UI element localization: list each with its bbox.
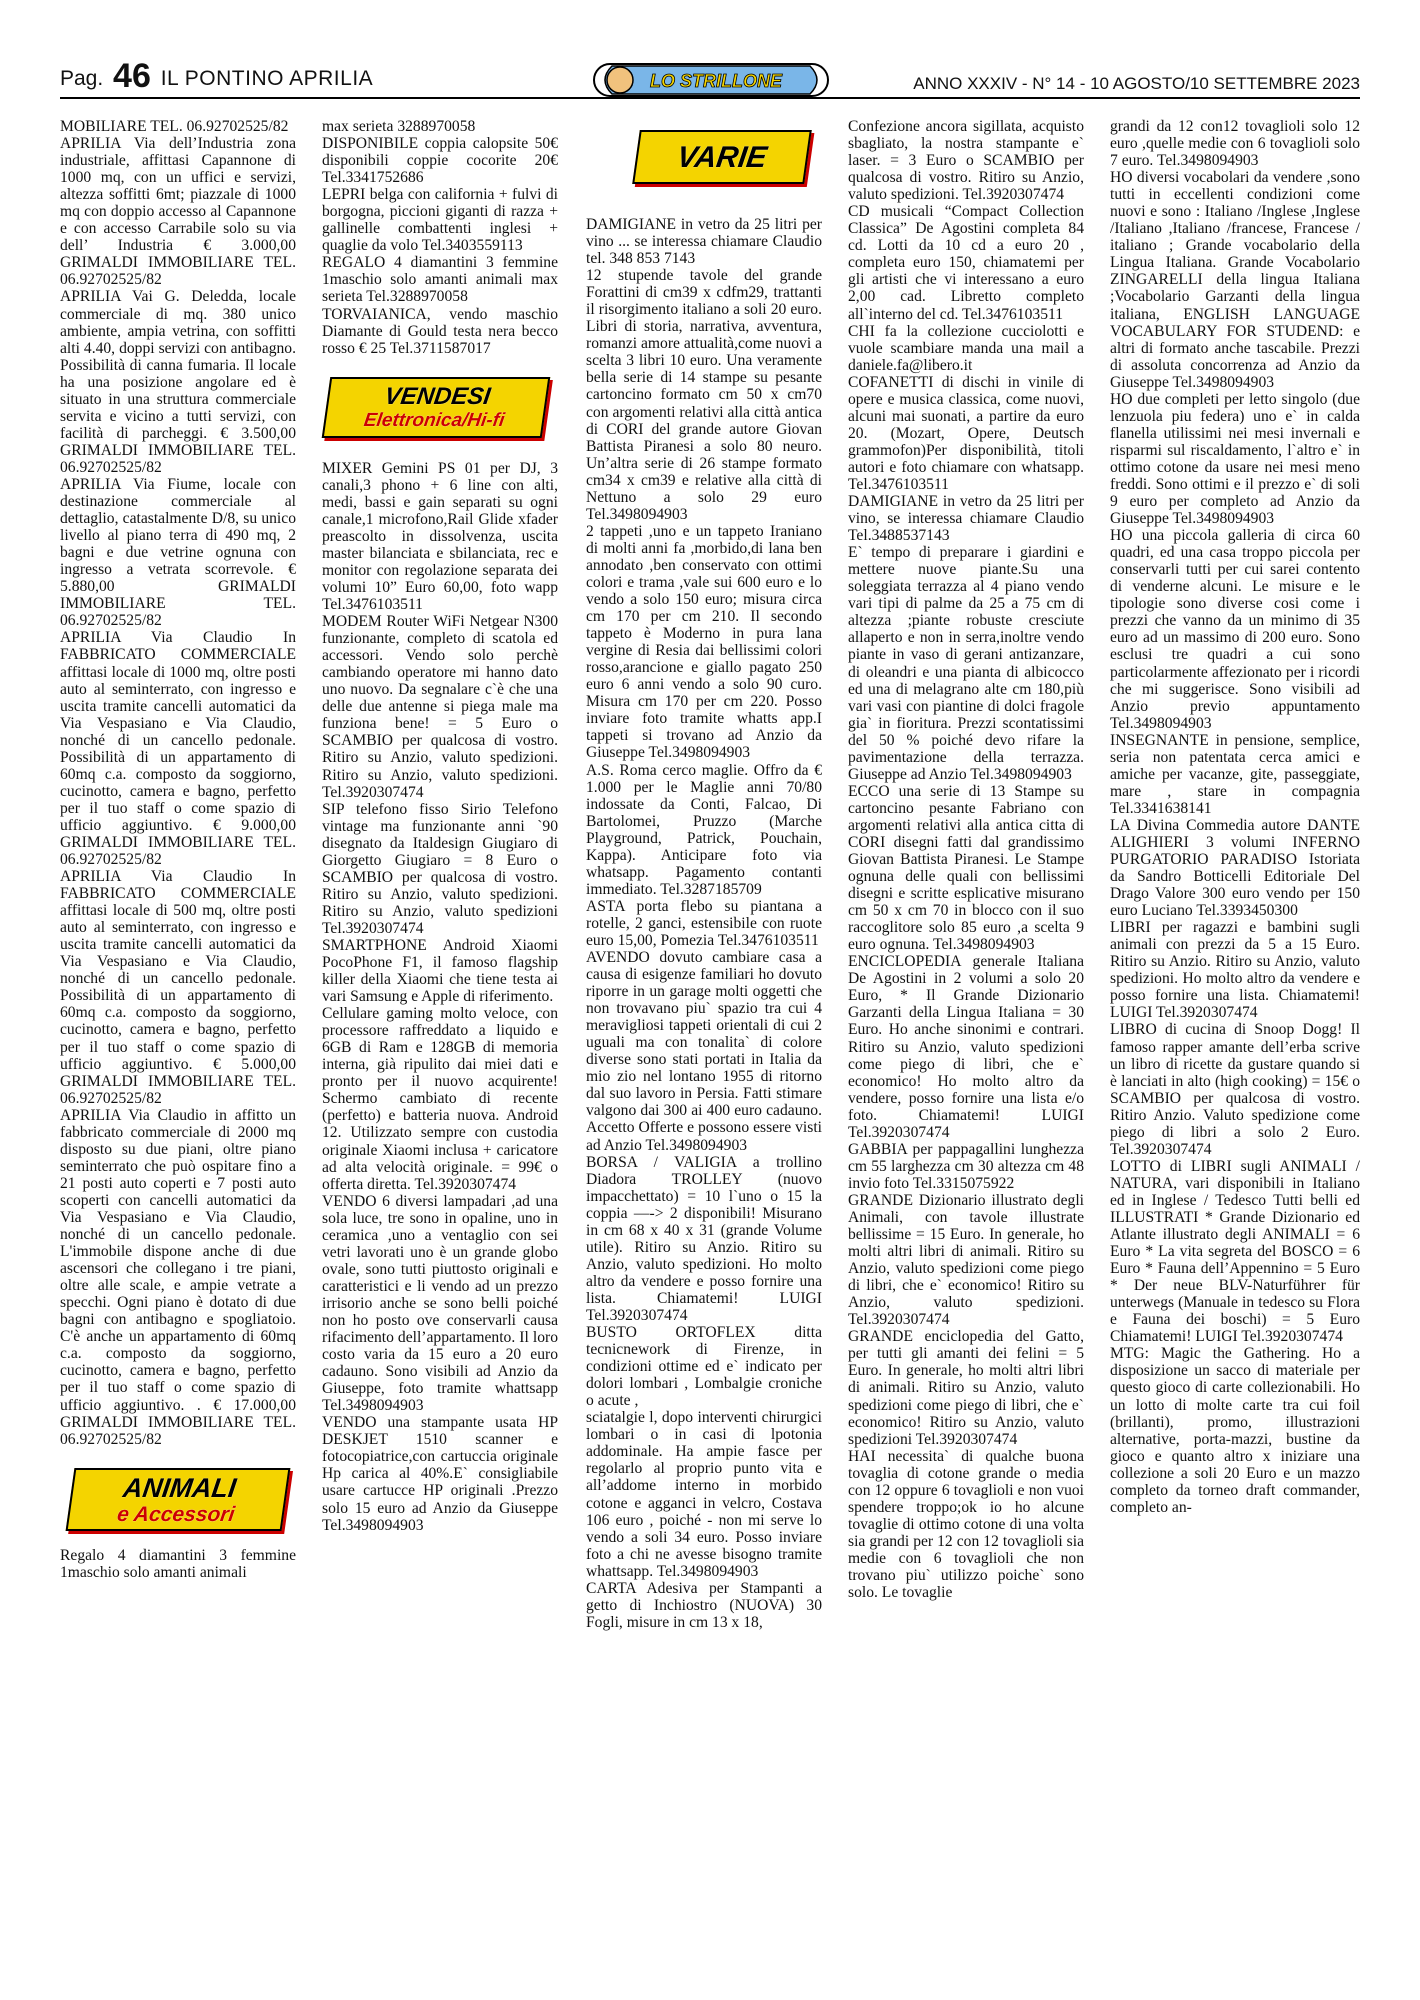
classified-ad: BUSTO ORTOFLEX ditta tecnicnework di Firenze, in condizioni ottime ed e` indicato per dolori lombari , Lombalgie croniche o acute , [586,1324,822,1410]
classified-ad: ECCO una serie di 13 Stampe su cartoncino pesante Fabriano con argomenti relativi alla antica citta di CORI disegni fatti dal grandissimo Giovan Battista Piranesi. Le Stampe ognuna delle quali con bellissimi disegni e scritte esplicative misurano cm 50 x cm 70 in blocco con il suo raccoglitore solo 85 euro ,a scelta 9 euro ognuna. Tel.3498094903 [848,782,1084,954]
classified-ad: MODEM Router WiFi Netgear N300 funzionante, completo di scatola ed accessori. Vendo solo perchè cambiando operatore mi hanno dato uno nuovo. Da segnalare c`è che una delle due antenne si piega male ma funziona bene! = 5 Euro o SCAMBIO per qualcosa di vostro. Ritiro su Anzio, valuto spedizioni. Ritiro su Anzio, valuto spedizioni. Tel.3920307474 [322,613,558,801]
logo-text: LO STRILLONE [650,71,782,91]
classified-ad: HAI necessita` di qualche buona tovaglia di cotone grande o media con 12 oppure 6 tovaglioli e non vuoi spendere troppo;ok io ho alcune tovaglie di ottimo cotone di una volta sia grandi per 12 con 12 tovaglioli sia medie con 6 tovaglioli che non trovano piu` utilizzo poiche` sono solo. Le tovaglie [848,1447,1084,1602]
classified-ad: VENDO 6 diversi lampadari ,ad una sola luce, tre sono in opaline, uno in ceramica ,uno a ventaglio con sei vetri lavorati uno è un grande globo ovale, sono tutti piuttosto originali e caratteristici e li vendo ad un prezzo irrisorio anche se sono belli poiché non ho posto ove conservarli causa rifacimento dell’appartamento. Il loro costo varia da 15 euro a 20 euro cadauno. Sono visibili ad Anzio da Giuseppe, foto tramite whattsapp Tel.3498094903 [322,1192,558,1415]
section-animali [70,1468,286,1531]
page-number: 46 [113,57,151,95]
classified-ad: 2 tappeti ,uno e un tappeto Iraniano di molti anni fa ,morbido,di lana ben annodato ,ben conservato con ottimi colori e trama ,vale sui 600 euro e lo vendo a solo 150 euro; misura circa cm 170 per cm 210. Il secondo tappeto è Moderno in pura lana vergine di Resia dai bellissimi colori rosso,arancione e giallo pagato 250 euro 6 anni vendo a solo 90 curo. Misura cm 170 per cm 220. Posso inviare foto tramite whatts app.I tappeti si trovano ad Anzio da Giuseppe Tel.3498094903 [586,522,822,762]
classified-ad: COFANETTI di dischi in vinile di opere e musica classica, come nuovi, alcuni mai suonati, a partire da euro 20. (Mozart, Opere, Deutsch grammofon)Per disponibilità, titoli autori e foto chiamare con whatsapp. Tel.3476103511 [848,373,1084,493]
classified-ad: APRILIA Via Claudio in affitto un fabbricato commerciale di 2000 mq disposto su due piani, oltre piano seminterrato che può ospitare fino a 21 posti auto coperti e 7 posti auto scoperti con cancelli automatici da Via Vespasiano e Via Claudio, nonché di un cancello pedonale. L'immobile dispone anche di due ascensori che collegano i tre piani, oltre alle scale, e ampie vetrate a specchi. Ogni piano è dotato di due bagni con antibagno e spogliatoio. C'è anche un appartamento di 60mq c.a. composto da soggiorno, cucinotto, camera e bagno, perfetto per il tuo staff o come spazio di ufficio aggiuntivo. . € 17.000,00 GRIMALDI IMMOBILIARE TEL. 06.92702525/82 [60,1106,296,1448]
section-varie [636,130,808,184]
classified-ad: Confezione ancora sigillata, acquisto sbagliato, la nostra stampante e` laser. = 3 Euro o SCAMBIO per qualcosa di vostro. Ritiro su Anzio, valuto spedizioni. Tel.3920307474 [848,118,1084,204]
classified-ad: INSEGNANTE in pensione, semplice, seria non patentata cerca amici e amiche per vacanze, gite, passeggiate, mare , stare in compagnia Tel.3341638141 [1110,731,1360,817]
classified-ad: LIBRO di cucina di Snoop Dogg! Il famoso rapper amante dell’erba scrive un libro di ricette da gustare quando si è lanciati in alto (high cooking) = 15€ o SCAMBIO per qualcosa di vostro. Ritiro Anzio. Valuto spedizione come piego di libri a solo 2 Euro. Tel.3920307474 [1110,1021,1360,1158]
issue-info: ANNO XXXIV - N° 14 - 10 AGOSTO/10 SETTEMBRE 2023 [913,74,1360,93]
classified-ad: max serieta 3288970058 [322,118,476,135]
classified-ad: APRILIA Via Claudio In FABBRICATO COMMERCIALE affittasi locale di 1000 mq, oltre posti auto al seminterrato, con ingresso e uscita tramite cancelli automatici da Via Vespasiano e Via Claudio, nonché di un cancello pedonale. Possibilità di un appartamento di 60mq c.a. composto da soggiorno, cucinotto, camera e bagno, perfetto per il tuo staff o come spazio di ufficio aggiuntivo. € 9.000,00 GRIMALDI IMMOBILIARE TEL. 06.92702525/82 [60,629,296,869]
section-elettronica [326,377,546,438]
classified-ad: HO due completi per letto singolo (due lenzuola piu federa) uno e` in calda flanella utilissimi nei mesi invernali e risparmi sul riscaldamento, l`altro e` in ottimo cotone da usare nei mesi meno freddi. Sono ottimi e il prezzo e` di soli 9 euro per completo ad Anzio da Giuseppe Tel.3498094903 [1110,390,1360,528]
classified-ad: GABBIA per pappagallini lunghezza cm 55 larghezza cm 30 altezza cm 48 invio foto Tel.3315075922 [848,1140,1084,1192]
classified-ad: DISPONIBILE coppia calopsite 50€ disponibili coppie cocorite 20€ Tel.3341752686 [322,135,558,187]
page-label [60,55,373,94]
classified-ad: sciatalgie l, dopo interventi chirurgici lombari o in casi di lpotonia addominale. Ha ampie fasce per regolarlo al proprio punto vita e all’addome interno in morbido cotone e agganci in velcro, Costava 106 euro , poiché - non mi serve lo vendo a soli 34 euro. Posso inviare foto a chi ne avesse bisogno tramite whattsapp. Tel.3498094903 [586,1409,822,1580]
classified-ad: TORVAIANICA, vendo maschio Diamante di Gould testa nera becco rosso € 25 Tel.3711587017 [322,305,558,357]
classified-ad: APRILIA Via Claudio In FABBRICATO COMMERCIALE affittasi locale di 500 mq, oltre posti auto al seminterrato, con ingresso e uscita tramite cancelli automatici da Via Vespasiano e Via Claudio, nonché di un cancello pedonale. Possibilità di un appartamento di 60mq c.a. composto da soggiorno, cucinotto, camera e bagno, perfetto per il tuo staff o come spazio di ufficio aggiuntivo. € 5.000,00 GRIMALDI IMMOBILIARE TEL. 06.92702525/82 [60,868,296,1107]
classified-ad: LIBRI per ragazzi e bambini sugli animali con prezzi da 5 a 15 Euro. Ritiro su Anzio. Ritiro su Anzio, valuto spedizioni. Ho molto altro da vendere e posso fornire una lista. Chiamatemi! LUIGI Tel.3920307474 [1110,919,1360,1022]
section-title: VENDESI [382,382,493,410]
classified-ad: 12 stupende tavole del grande Forattini di cm39 x cdfm29, trattanti il risorgimento italiano a soli 20 euro. Libri di storia, narrativa, avventura, romanzi amore attualità,come nuovi a scelta 3 libri 10 euro. Una veramente bella serie di 14 stampe su pesante cartoncino formato cm 50 x cm70 con argomenti relativi alla città antica di CORI del grande autore Giovan Battista Piranesi a solo 80 neuro. Un’altra serie di 26 stampe formato cm34 x cm39 e relative alla città di Nettuno a solo 29 euro Tel.3498094903 [586,267,822,523]
classified-ad: LOTTO di LIBRI sugli ANIMALI / NATURA, vari disponibili in Italiano ed in Inglese / Tedesco Tutti belli ed ILLUSTRATI * Grande Dizionario ed Atlante illustrato degli ANIMALI = 6 Euro * La vita segreta del BOSCO = 6 Euro * Fauna dell’Appennino = 5 Euro * Der neue BLV-Naturführer für unterwegs (Manuale in tedesco su Flora e Fauna dei boschi) = 5 Euro Chiamatemi! LUIGI Tel.3920307474 [1110,1157,1360,1346]
column-3 [586,118,822,1631]
classified-ad: GRANDE enciclopedia del Gatto, per tutti gli amanti dei felini = 5 Euro. In generale, ho molti altri libri di animali. Ritiro su Anzio, valuto spedizioni come piego di libri, che e` economico! Ritiro su Anzio, valuto spedizioni Tel.3920307474 [848,1328,1084,1448]
classified-ad: DAMIGIANE in vetro da 25 litri per vino, se interessa chiamare Claudio Tel.3488537143 [848,493,1084,545]
classified-ad: ENCICLOPEDIA generale Italiana De Agostini in 2 volumi a solo 20 Euro, * Il Grande Dizionario Garzanti della Lingua Italiana = 30 Euro. Ho anche sinonimi e contrari. Ritiro su Anzio, valuto spedizioni come piego di libri, che e` economico! Ho molto altro da vendere, posso fornire una lista e/o foto. Chiamatemi! LUIGI Tel.3920307474 [848,953,1084,1141]
classified-ad: SIP telefono fisso Sirio Telefono vintage ma funzionante anni `90 disegnato da Italdesign Giugiaro di Giorgetto Giugiaro = 8 Euro o SCAMBIO per qualcosa di vostro. Ritiro su Anzio, valuto spedizioni. Ritiro su Anzio, valuto spedizioni Tel.3920307474 [322,800,558,937]
classified-ad: CHI fa la collezione cucciolotti e vuole scambiare manda una mail a daniele.fa@libero.it [848,322,1084,374]
publication-name: IL PONTINO APRILIA [160,67,374,90]
column-1 [60,118,296,1581]
classified-ad: DAMIGIANE in vetro da 25 litri per vino ... se interessa chiamare Claudio tel. 348 853 7143 [586,216,822,268]
classified-ad: CARTA Adesiva per Stampanti a getto di Inchiostro (NUOVA) 30 Fogli, misure in cm 13 x 18, [586,1579,822,1631]
classified-ad: MIXER Gemini PS 01 per DJ, 3 canali,3 phono + 6 line con alti, medi, bassi e gain separati su ogni canale,1 microfono,Rail Glide xfader preascolto in dissolvenza, uscita master bilanciata e sbilanciata, rec e monitor con regolazione separata dei volumi 10” Euro 60,00, foto wapp Tel.3476103511 [322,459,558,614]
classified-ad: LEPRI belga con california + fulvi di borgogna, piccioni giganti di razza + gallinelle combattenti inglesi + quaglie da volo Tel.3403559113 [322,186,558,255]
column-5 [1110,118,1360,1516]
section-title: VARIE [674,141,769,174]
classified-ad: APRILIA Via dell’Industria zona industriale, affittasi Capannone di 1000 mq, con un uffici e servizi, altezza soffitti 6mt; piazzale di 1000 mq con doppio accesso al Capannone e con accesso Carrabile solo su via dell’ Industria € 3.000,00 GRIMALDI IMMOBILIARE TEL. 06.92702525/82 [60,135,296,289]
classified-ad: AVENDO dovuto cambiare casa a causa di esigenze familiari ho dovuto riporre in un garage molti oggetti che non trovavano piu` spazio tra cui 4 meravigliosi tappeti orientali di cui 2 uguali ma con tonalita` di colore diverse sono stati portati in Italia da mio zio nel lontano 1955 di ritorno dal suo lavoro in Persia. Fatti stimare valgono dai 300 ai 400 euro cadauno. Accetto Offerte e possono essere visti ad Anzio Tel.3498094903 [586,949,822,1154]
classified-ad: APRILIA Via Fiume, locale con destinazione commerciale al dettaglio, catastalmente D/8, su unico livello al piano terra di 490 mq, 2 bagni e due vetrine ognuna con ingresso a vetrata scorrevole. € 5.880,00 GRIMALDI IMMOBILIARE TEL. 06.92702525/82 [60,475,296,630]
classified-ad: MOBILIARE TEL. 06.92702525/82 [60,118,289,135]
classified-ad: E` tempo di preparare i giardini e mettere nuove piante.Su una soleggiata terrazza al 4 piano vendo vari tipi di palme da 25 a 75 cm di altezza ;piante robuste cresciute allaperto e non in serra,inoltre vendo piante in vaso di gerani antizanzare, di oleandri e una pianta di albicocco ed una di melagrano alte cm 180,più vari vasi con piantine di dolci fragole gia` in fioritura. Prezzi scontatissimi del 50 % poiché devo rifare la pavimentazione della terrazza. Giuseppe ad Anzio Tel.3498094903 [848,544,1084,783]
classified-ad: ASTA porta flebo su piantana a rotelle, 2 ganci, estensibile con ruote euro 15,00, Pomezia Tel.3476103511 [586,897,822,949]
classified-ad: LA Divina Commedia autore DANTE ALIGHIERI 3 volumi INFERNO PURGATORIO PARADISO Istoriata da Sandro Botticelli Editoriale Del Drago Valore 300 euro vendo per 150 euro Luciano Tel.3393450300 [1110,816,1360,920]
classified-ad: HO una piccola galleria di circa 60 quadri, ed una casa troppo piccola per conservarli tutti per cui sarei contento di venderne alcuni. Le misure e le tipologie sono diverse cosi come i prezzi che vanno da un minimo di 35 euro ad un massimo di 200 euro. Sono esclusi tre quadri a cui sono particolarmente affezionato per i ricordi che mi suggerisce. Sono visibili ad Anzio previo appuntamento Tel.3498094903 [1110,527,1360,732]
column-2 [322,118,558,1534]
section-subtitle: e Accessori [115,1502,237,1526]
classified-ad: REGALO 4 diamantini 3 femmine 1maschio solo amanti animali max serieta Tel.3288970058 [322,254,558,306]
section-title: ANIMALI [121,1472,238,1503]
strillone-logo [592,60,830,100]
classified-ad: GRANDE Dizionario illustrato degli Animali, con tavole illustrate bellissime = 15 Euro. In generale, ho molti altri libri di animali. Ritiro su Anzio, valuto spedizioni come piego di libri, che e` economico! Ritiro su Anzio, valuto spedizioni. Tel.3920307474 [848,1191,1084,1329]
classified-ad: Regalo 4 diamantini 3 femmine 1maschio solo amanti animali [60,1546,296,1581]
classified-ad: SMARTPHONE Android Xiaomi PocoPhone F1, il famoso flagship killer della Xiaomi che tiene testa ai vari Samsung e Apple di riferimento. [322,936,558,1006]
classified-ad: A.S. Roma cerco maglie. Offro da € 1.000 per le Maglie anni 70/80 indossate da Conti, Falcao, Di Bartolomei, Pruzzo (Marche Playground, Patrick, Pouchain, Kappa). Anticipare foto via whatsapp. Pagamento contanti immediato. Tel.3287185709 [586,761,822,898]
section-subtitle: Elettronica/Hi-fi [362,409,506,431]
classified-ad: Cellulare gaming molto veloce, con processore raffreddato a liquido e 6GB di Ram e 128GB di memoria interna, già ripulito dai miei dati e pronto per il nuovo acquirente! Schermo cambiato di recente (perfetto) e batteria nuova. Android 12. Utilizzato sempre con custodia originale Xiaomi inclusa + caricatore ad alta velocità originale. = 99€ o offerta diretta. Tel.3920307474 [322,1005,558,1193]
classified-ad: grandi da 12 con12 tovaglioli solo 12 euro ,quelle medie con 6 tovaglioli solo 7 euro. Tel.3498094903 [1110,118,1360,170]
classified-ad: VENDO una stampante usata HP DESKJET 1510 scanner e fotocopiatrice,con cartuccia originale Hp carica al 40%.E` consigliabile usare cartucce HP originali .Prezzo solo 15 euro ad Anzio da Giuseppe Tel.3498094903 [322,1414,558,1534]
classified-ad: HO diversi vocabolari da vendere ,sono tutti in eccellenti condizioni come nuovi e sono : Italiano /Inglese ,Inglese /Italiano ,Italiano /francese, Francese / italiano ; Grande vocabolario della Lingua Italiana. Grande Vocabolario ZINGARELLI della lingua Italiana ;Vocabolario Garzanti della lingua italiana, ENGLISH LANGUAGE VOCABULARY FOR STUDEND: e altri di formato anche tascabile. Prezzi di assoluta concorrenza ad Anzio da Giuseppe Tel.3498094903 [1110,169,1360,391]
classified-ad: MTG: Magic the Gathering. Ho a disposizione un sacco di materiale per questo gioco di carte collezionabili. Ho un lotto di molte carte tra cui foil (brillanti), promo, illustrazioni alternative, porta-mazzi, bustine da gioco e quanto altro x iniziare una collezione a soli 20 Euro e un mazzo completo da torneo draft commander, completo an- [1110,1345,1360,1516]
classified-ad: BORSA / VALIGIA a trollino Diadora TROLLEY (nuovo impacchettato) = 10 l`uno o 15 la coppia —-> 2 disponibili! Misurano in cm 68 x 40 x 31 (grande Volume utile). Ritiro su Anzio. Ritiro su Anzio, valuto spedizioni. Ho molto altro da vendere e posso fornire una lista. Chiamatemi! LUIGI Tel.3920307474 [586,1153,822,1324]
column-4 [848,118,1084,1601]
pag-label: Pag. [60,67,104,90]
classified-ad: APRILIA Vai G. Deledda, locale commerciale di mq. 380 unico ambiente, ampia vetrina, con soffitti alti 4.40, doppi servizi con antibagno. Possibilità di canna fumaria. Il locale ha una posizione angolare ed è situato in una struttura commerciale servita e vicino a tutti servizi, con facilità di parcheggi. € 3.500,00 GRIMALDI IMMOBILIARE TEL. 06.92702525/82 [60,288,296,476]
classified-ad: CD musicali “Compact Collection Classica” De Agostini completa 84 cd. Lotti da 10 cd a euro 20 , completa euro 150, chiamatemi per gli artisti che vi interessano a euro 2,00 cad. Libretto completo all`interno del cd. Tel.3476103511 [848,203,1084,323]
